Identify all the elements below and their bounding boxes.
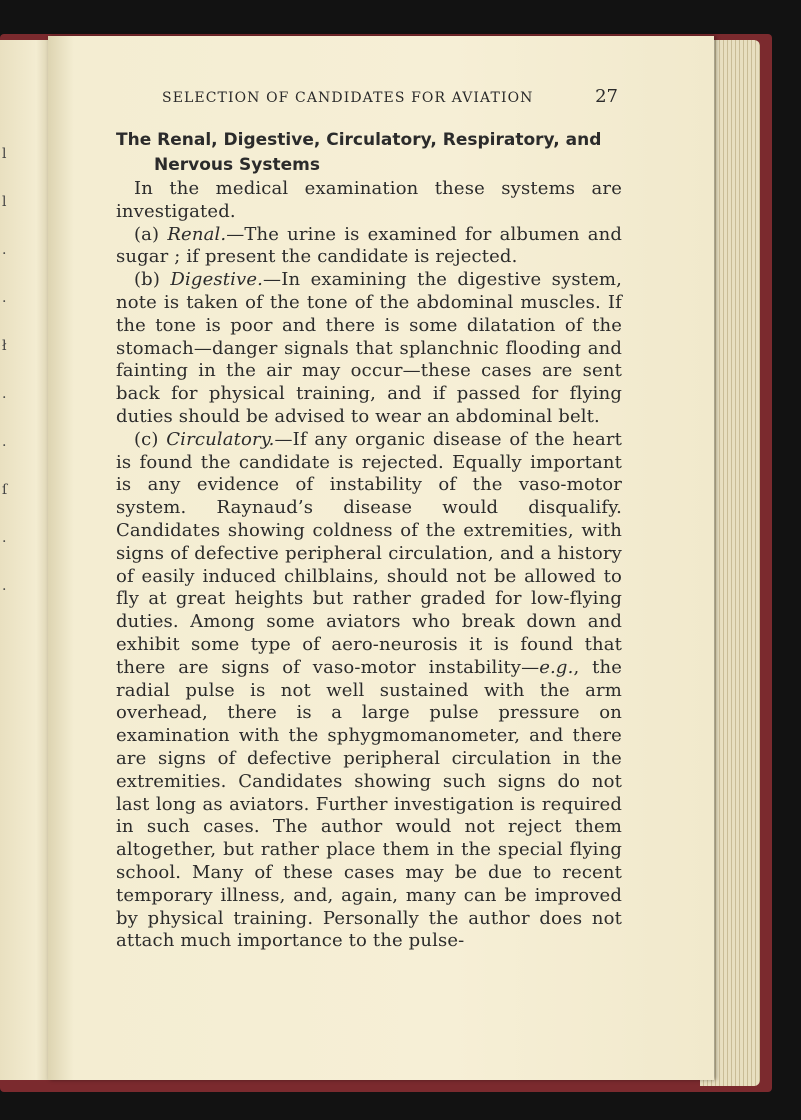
paragraph-marker: (c) [134, 428, 159, 450]
section-heading-line1: The Renal, Digestive, Circulatory, Respiratory, and [116, 130, 602, 150]
paragraph-term: Renal. [167, 223, 227, 245]
paragraph-term: Digestive. [170, 269, 264, 291]
paragraph-term: Circulatory. [166, 428, 275, 450]
intro-paragraph: In the medical examination these systems are investigated. [116, 178, 622, 222]
left-mark: l [2, 194, 7, 210]
paragraph-text: —The urine is examined for albumen and sugar ; if present the candidate is rejected. [116, 223, 622, 268]
section-heading-line2: Nervous Systems [154, 155, 320, 175]
paragraph-text: , the radial pulse is not well sustained with the arm overhead, there is a large pulse pressure on examination with the sphygmomanometer, and there are signs of defective peripheral circulation in the extremities. Candidates showing such signs do not last long as aviators. Further investigation is required in such cases. The author would not reject them altogether, but rather place them in the special flying school. Many of these cases may be due to recent temporary illness, and, again, many can be improved by physical training. Personally the author does not attach much importance to the pulse- [116, 656, 622, 952]
page-body [116, 128, 622, 953]
left-mark: . [2, 434, 7, 450]
left-mark: ł [2, 338, 7, 354]
left-mark: . [2, 578, 7, 594]
running-head-title: SELECTION OF CANDIDATES FOR AVIATION [162, 90, 534, 106]
left-mark: . [2, 530, 7, 546]
running-head [162, 86, 622, 107]
left-mark: . [2, 242, 7, 258]
paragraph-marker: (a) [134, 223, 160, 245]
paragraph-renal [116, 224, 622, 270]
paragraph-text: —If any organic disease of the heart is found the candidate is rejected. Equally important is any evidence of instability of the vaso-motor system. Raynaud’s disease would disqualify. Candidates showing coldness of the extremities, with signs of defective peripheral circulation, and a history of easily induced chilblains, should not be allowed to fly at great heights but rather graded for low-flying duties. Among some aviators who break down and exhibit some type of aero-neurosis it is found that there are signs of vaso-motor instability— [116, 428, 622, 678]
paragraph-marker: (b) [134, 269, 161, 291]
paragraph-circulatory [116, 429, 622, 953]
paragraph-text: —In examining the digestive system, note is taken of the tone of the abdominal muscles. If the tone is poor and there is some dilatation of the stomach—danger signals that splanchnic flooding and fainting in the air may occur—these cases are sent back for physical training, and if passed for flying duties should be advised to wear an abdominal belt. [116, 269, 622, 427]
left-mark: . [2, 290, 7, 306]
paragraph-digestive [116, 269, 622, 429]
left-mark: ſ [2, 482, 8, 498]
left-mark: . [2, 386, 7, 402]
left-page-edge [0, 40, 52, 1080]
page-number: 27 [595, 86, 618, 107]
left-mark: l [2, 146, 7, 162]
section-heading [116, 128, 622, 178]
paragraph-eg: e.g. [539, 656, 574, 678]
left-page-marks [2, 130, 7, 610]
